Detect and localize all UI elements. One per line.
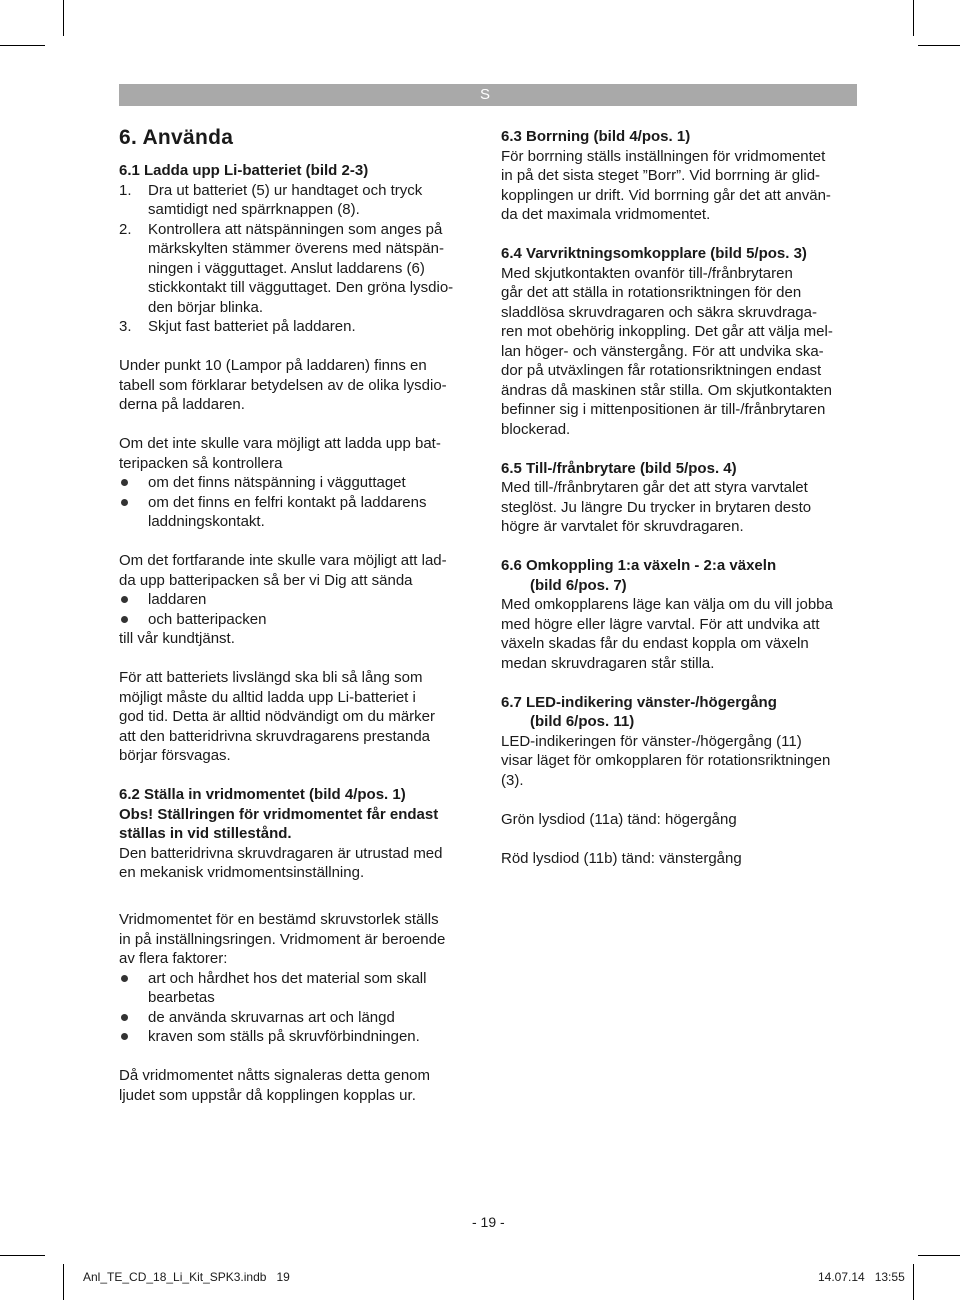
section-6-6 xyxy=(501,556,861,673)
text-line: steglöst. Ju längre Du trycker in brytaren desto xyxy=(501,498,812,516)
bullet-line: laddaren xyxy=(148,591,207,608)
warning-line: Obs! Ställringen för vridmomentet får endast xyxy=(119,805,439,823)
led-green-note: Grön lysdiod (11a) tänd: högergång xyxy=(501,810,737,828)
bullet-line: om det finns nätspänning i vägguttaget xyxy=(148,474,406,491)
chapter-title: 6. Använda xyxy=(119,126,234,149)
text-line: god tid. Detta är alltid nödvändigt om du märker xyxy=(119,708,436,725)
numbered-step xyxy=(119,220,479,318)
step-line: stickkontakt till vägguttaget. Den gröna lysdio- xyxy=(148,279,454,296)
text-line: Med till-/frånbrytaren går det att styra varvtalet xyxy=(501,479,808,496)
right-column xyxy=(501,127,861,868)
bullet-item xyxy=(119,1008,479,1028)
crop-mark xyxy=(63,0,64,36)
language-code: S xyxy=(480,86,491,103)
step-number: 1. xyxy=(119,181,132,199)
bullet-icon xyxy=(121,479,128,486)
bullet-item xyxy=(119,969,479,1008)
print-file-name: Anl_TE_CD_18_Li_Kit_SPK3.indb 19 xyxy=(83,1270,290,1284)
left-column xyxy=(119,125,479,883)
text-line: Vridmomentet för en bestämd skruvstorlek ställs xyxy=(119,911,439,928)
bullet-icon xyxy=(121,1033,128,1040)
paragraph xyxy=(119,1066,479,1105)
paragraph xyxy=(119,910,479,1047)
paragraph xyxy=(119,434,479,532)
text-line: till vår kundtjänst. xyxy=(119,630,235,647)
text-line: en mekanisk vridmomentsinställning. xyxy=(119,864,365,881)
text-line: går det att ställa in rotationsriktningen för den xyxy=(501,284,802,301)
step-line: Kontrollera att nätspänningen som anges på xyxy=(148,220,443,238)
text-line: Under punkt 10 (Lampor på laddaren) finns en xyxy=(119,357,427,374)
step-line: samtidigt ned spärrknappen (8). xyxy=(148,201,360,218)
bullet-line: art och hårdhet hos det material som skall xyxy=(148,969,427,987)
section-6-6-heading-ref: (bild 6/pos. 7) xyxy=(530,576,627,594)
page-number: - 19 - xyxy=(472,1214,505,1230)
text-line: in på det sista steget ”Borr”. Vid borrning är glid- xyxy=(501,167,821,184)
section-6-2-heading: 6.2 Ställa in vridmomentet (bild 4/pos. 1) xyxy=(119,786,406,803)
text-line: visar läget för omkopplaren för rotationsriktningen xyxy=(501,752,831,769)
text-line: teripacken så kontrollera xyxy=(119,454,283,472)
section-6-3-heading: 6.3 Borrning (bild 4/pos. 1) xyxy=(501,128,691,145)
bullet-icon xyxy=(121,616,128,623)
bullet-icon xyxy=(121,975,128,982)
text-line: ren mot obehörig inkoppling. Det går att välja mel- xyxy=(501,323,833,340)
bullet-icon xyxy=(121,499,128,506)
crop-mark xyxy=(0,45,45,46)
crop-mark xyxy=(918,45,960,46)
text-line: in på inställningsringen. Vridmoment är beroende xyxy=(119,930,446,948)
bullet-item xyxy=(119,590,479,610)
numbered-step xyxy=(119,181,479,220)
text-line: att den batteridrivna skruvdragarens prestanda xyxy=(119,727,431,745)
step-line: ningen i vägguttaget. Anslut laddarens (6) xyxy=(148,259,425,277)
bullet-icon xyxy=(121,596,128,603)
step-number: 3. xyxy=(119,318,132,335)
text-line: sladdlösa skruvdragaren och säkra skruvdraga- xyxy=(501,303,817,321)
crop-mark xyxy=(918,1255,960,1256)
text-line: kopplingen ur drift. Vid borrning går det att använ- xyxy=(501,186,831,204)
print-timestamp: 14.07.14 13:55 xyxy=(818,1270,905,1284)
section-6-5 xyxy=(501,459,861,537)
text-line: befinner sig i mittenpositionen är till-/frånbrytaren xyxy=(501,401,826,418)
paragraph xyxy=(119,551,479,649)
text-line: högre är varvtalet för skruvdragaren. xyxy=(501,518,744,535)
text-line: blockerad. xyxy=(501,420,571,438)
paragraph xyxy=(119,356,479,415)
text-line: ljudet som uppstår då kopplingen kopplas ur. xyxy=(119,1086,416,1104)
crop-mark xyxy=(0,1255,45,1256)
step-line: den börjar blinka. xyxy=(148,298,264,316)
step-number: 2. xyxy=(119,220,132,238)
paragraph xyxy=(119,668,479,766)
text-line: Då vridmomentet nåtts signaleras detta genom xyxy=(119,1067,430,1084)
bullet-icon xyxy=(121,1014,128,1021)
text-line: medan skruvdragaren står stilla. xyxy=(501,654,715,672)
crop-mark xyxy=(913,1264,914,1300)
bullet-line: laddningskontakt. xyxy=(148,513,265,530)
text-line: Om det inte skulle vara möjligt att ladda upp bat- xyxy=(119,435,441,452)
step-line: märkskylten stämmer överens med nätspän- xyxy=(148,240,444,257)
text-line: tabell som förklarar betydelsen av de olika lysdio- xyxy=(119,376,447,394)
bottom-left-block xyxy=(119,910,479,1105)
section-6-6-heading: 6.6 Omkoppling 1:a växeln - 2:a växeln xyxy=(501,557,777,574)
bullet-line: bearbetas xyxy=(148,989,215,1006)
section-6-7-heading-ref: (bild 6/pos. 11) xyxy=(530,713,635,730)
text-line: (3). xyxy=(501,771,524,789)
bullet-line: de använda skruvarnas art och längd xyxy=(148,1008,395,1026)
led-red-note: Röd lysdiod (11b) tänd: vänstergång xyxy=(501,849,742,867)
text-line: För borrning ställs inställningen för vridmomentet xyxy=(501,147,826,165)
bullet-line: kraven som ställs på skruvförbindningen. xyxy=(148,1028,420,1045)
crop-mark xyxy=(913,0,914,36)
text-line: Den batteridrivna skruvdragaren är utrustad med xyxy=(119,844,443,862)
text-line: växeln skadas får du endast koppla om växeln xyxy=(501,635,809,652)
bullet-line: om det finns en felfri kontakt på laddarens xyxy=(148,493,427,511)
text-line: börjar försvagas. xyxy=(119,747,231,764)
text-line: derna på laddaren. xyxy=(119,396,245,413)
text-line: dor på utväxlingen får rotationsriktningen endast xyxy=(501,362,822,379)
text-line: med högre eller lägre varvtal. För att undvika att xyxy=(501,615,820,633)
section-6-4-heading: 6.4 Varvriktningsomkopplare (bild 5/pos. 3) xyxy=(501,245,807,262)
section-6-2 xyxy=(119,785,479,883)
text-line: av flera faktorer: xyxy=(119,950,228,967)
warning-line: ställas in vid stillestånd. xyxy=(119,825,292,842)
text-line: da upp batteripacken så ber vi Dig att sända xyxy=(119,571,413,589)
section-6-3 xyxy=(501,127,861,225)
text-line: Med omkopplarens läge kan välja om du vill jobba xyxy=(501,596,833,613)
bullet-item xyxy=(119,493,479,532)
section-6-1-heading: 6.1 Ladda upp Li-batteriet (bild 2-3) xyxy=(119,162,369,179)
text-line: da det maximala vridmomentet. xyxy=(501,206,711,223)
language-header-bar xyxy=(119,84,857,106)
bullet-item xyxy=(119,610,479,630)
text-line: Om det fortfarande inte skulle vara möjligt att lad- xyxy=(119,552,447,569)
section-6-7 xyxy=(501,693,861,791)
section-6-4 xyxy=(501,244,861,439)
text-line: För att batteriets livslängd ska bli så lång som xyxy=(119,669,423,686)
step-line: Skjut fast batteriet på laddaren. xyxy=(148,318,356,335)
section-6-7-heading: 6.7 LED-indikering vänster-/högergång xyxy=(501,693,777,711)
text-line: LED-indikeringen för vänster-/högergång (11) xyxy=(501,732,802,750)
step-line: Dra ut batteriet (5) ur handtaget och tryck xyxy=(148,181,423,199)
text-line: Med skjutkontakten ovanför till-/frånbrytaren xyxy=(501,264,793,282)
text-line: ändras då maskinen står stilla. Om skjutkontakten xyxy=(501,381,832,399)
numbered-step xyxy=(119,317,479,337)
text-line: möjligt måste du alltid ladda upp Li-batteriet i xyxy=(119,688,416,706)
text-line: lan höger- och vänstergång. För att undvika ska- xyxy=(501,342,824,360)
bullet-line: och batteripacken xyxy=(148,610,267,628)
bullet-item xyxy=(119,473,479,493)
bullet-item xyxy=(119,1027,479,1047)
section-6-5-heading: 6.5 Till-/frånbrytare (bild 5/pos. 4) xyxy=(501,459,737,477)
crop-mark xyxy=(63,1264,64,1300)
